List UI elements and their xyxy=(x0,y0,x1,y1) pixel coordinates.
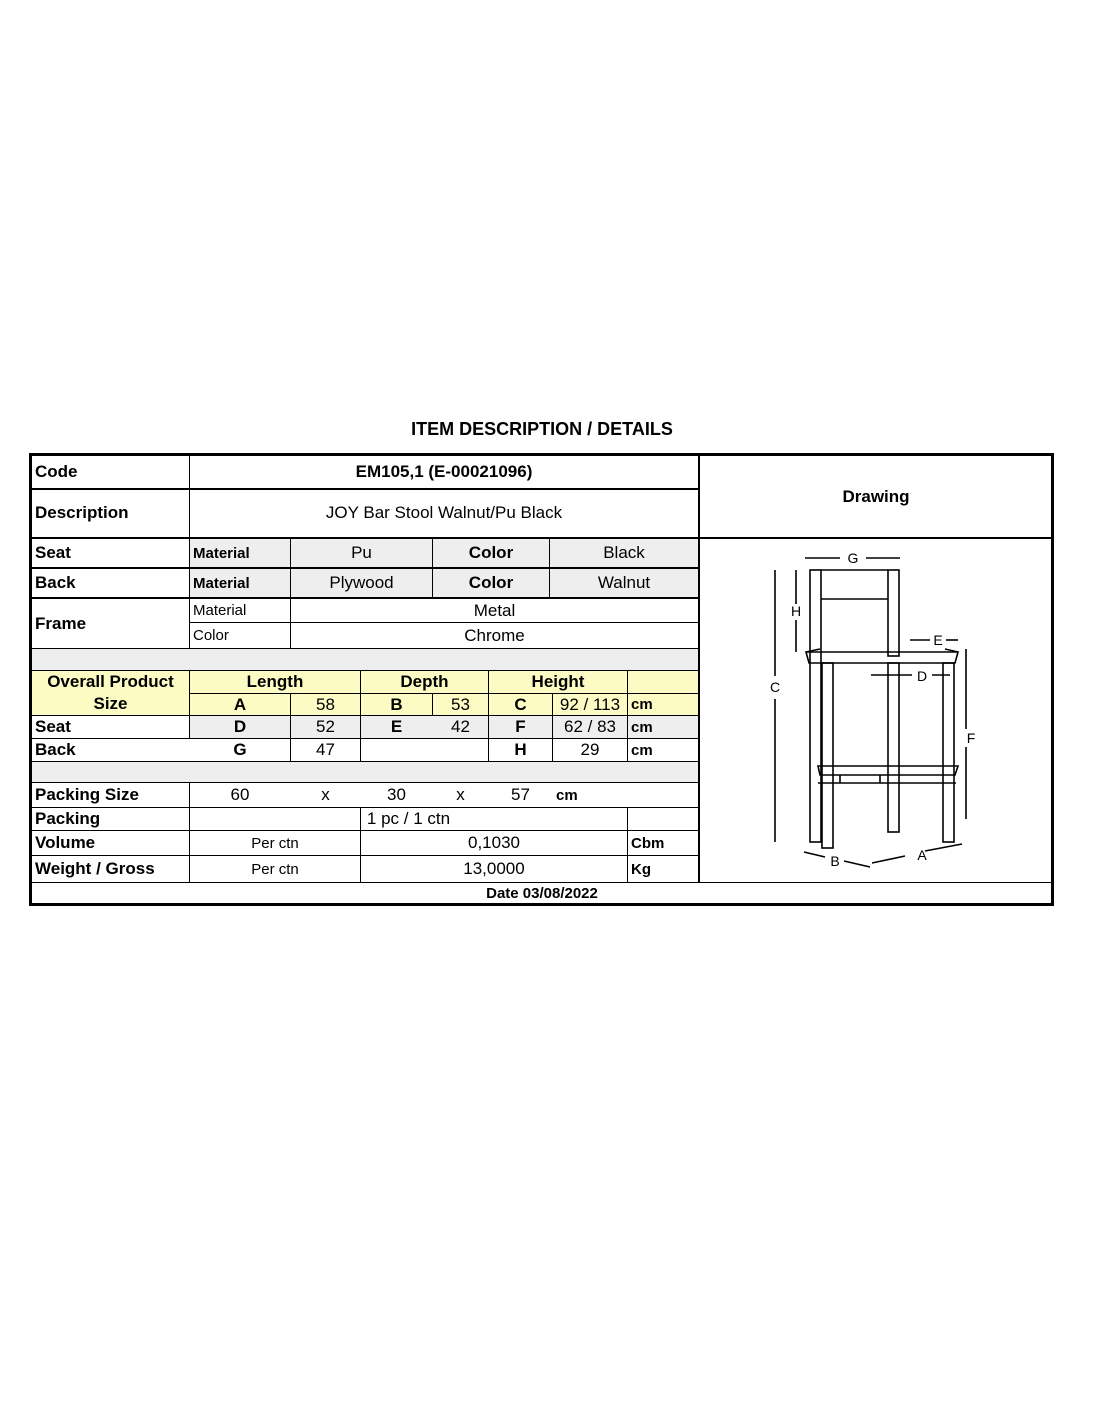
page-title: ITEM DESCRIPTION / DETAILS xyxy=(411,419,673,439)
packing-height: 57 xyxy=(511,785,530,804)
frame-label: Frame xyxy=(35,613,87,633)
dim-d-label: D xyxy=(233,717,247,736)
description-value: JOY Bar Stool Walnut/Pu Black xyxy=(325,503,563,522)
drawing-label: Drawing xyxy=(842,486,910,506)
packing-x2: x xyxy=(456,785,465,804)
seat-color-label: Color xyxy=(468,543,514,562)
seat-label: Seat xyxy=(35,543,71,562)
seat-material-label: Material xyxy=(193,544,250,562)
volume-label: Volume xyxy=(35,833,96,852)
dim-h-unit: cm xyxy=(631,741,653,759)
dim-a-value: 58 xyxy=(316,694,335,714)
dim-b-value: 53 xyxy=(451,694,470,714)
length-header: Length xyxy=(246,672,304,691)
drawing-h-label: H xyxy=(790,603,802,619)
dim-f-unit: cm xyxy=(631,718,653,736)
dim-g-label: G xyxy=(233,740,247,759)
packing-value: 1 pc / 1 ctn xyxy=(366,809,451,828)
weight-label: Weight / Gross xyxy=(35,859,155,878)
drawing-e-label: E xyxy=(933,632,943,648)
dim-d-value: 52 xyxy=(316,717,335,736)
drawing-c-label: C xyxy=(769,679,781,695)
weight-value: 13,0000 xyxy=(463,859,525,878)
drawing-g-label: G xyxy=(847,550,859,566)
back-color-label: Color xyxy=(468,573,514,592)
dim-b-label: B xyxy=(390,694,403,714)
bar-stool-drawing xyxy=(700,539,1052,882)
depth-header: Depth xyxy=(400,672,449,691)
frame-material-value: Metal xyxy=(473,600,516,620)
packing-width: 30 xyxy=(387,785,406,804)
overall-size-label-line2: Size xyxy=(93,694,128,713)
dim-h-value: 29 xyxy=(580,740,600,759)
packing-size-label: Packing Size xyxy=(35,785,139,804)
code-value: EM105,1 (E-00021096) xyxy=(355,462,533,481)
drawing-d-label: D xyxy=(916,668,928,684)
dim-f-label: F xyxy=(515,717,526,736)
frame-color-label: Color xyxy=(193,627,229,644)
seat-color-value: Black xyxy=(603,543,645,562)
back-material-label: Material xyxy=(193,574,250,592)
drawing-f-label: F xyxy=(966,730,976,746)
dim-c-label: C xyxy=(514,694,527,714)
packing-unit: cm xyxy=(556,786,578,804)
dim-e-label: E xyxy=(390,717,403,736)
dim-g-value: 47 xyxy=(316,740,335,759)
overall-size-label-line1: Overall Product xyxy=(47,672,174,691)
drawing-a-label: A xyxy=(917,847,927,863)
item-details-table xyxy=(29,453,1054,906)
packing-length: 60 xyxy=(230,785,250,804)
dim-a-label: A xyxy=(233,694,247,714)
dim-f-value: 62 / 83 xyxy=(564,717,616,736)
seat-size-label: Seat xyxy=(35,717,71,736)
dim-c-value: 92 / 113 xyxy=(559,694,621,714)
frame-material-label: Material xyxy=(193,602,247,619)
weight-per: Per ctn xyxy=(251,860,299,878)
volume-per: Per ctn xyxy=(251,834,299,852)
code-label: Code xyxy=(35,462,78,481)
back-size-label: Back xyxy=(35,740,76,759)
height-header: Height xyxy=(531,672,585,691)
description-label: Description xyxy=(35,503,129,522)
weight-unit: Kg xyxy=(631,860,651,878)
seat-material-value: Pu xyxy=(351,543,372,562)
back-color-value: Walnut xyxy=(597,573,651,592)
frame-color-value: Chrome xyxy=(464,625,525,645)
packing-label: Packing xyxy=(35,809,101,828)
dim-h-label: H xyxy=(514,740,527,759)
back-material-value: Plywood xyxy=(329,573,394,592)
volume-value: 0,1030 xyxy=(468,833,520,852)
dim-c-unit: cm xyxy=(631,696,653,713)
packing-x1: x xyxy=(321,785,330,804)
drawing-b-label: B xyxy=(830,853,840,869)
back-label: Back xyxy=(35,573,76,592)
date-label: Date 03/08/2022 xyxy=(486,884,598,902)
dim-e-value: 42 xyxy=(451,717,470,736)
volume-unit: Cbm xyxy=(631,834,665,852)
